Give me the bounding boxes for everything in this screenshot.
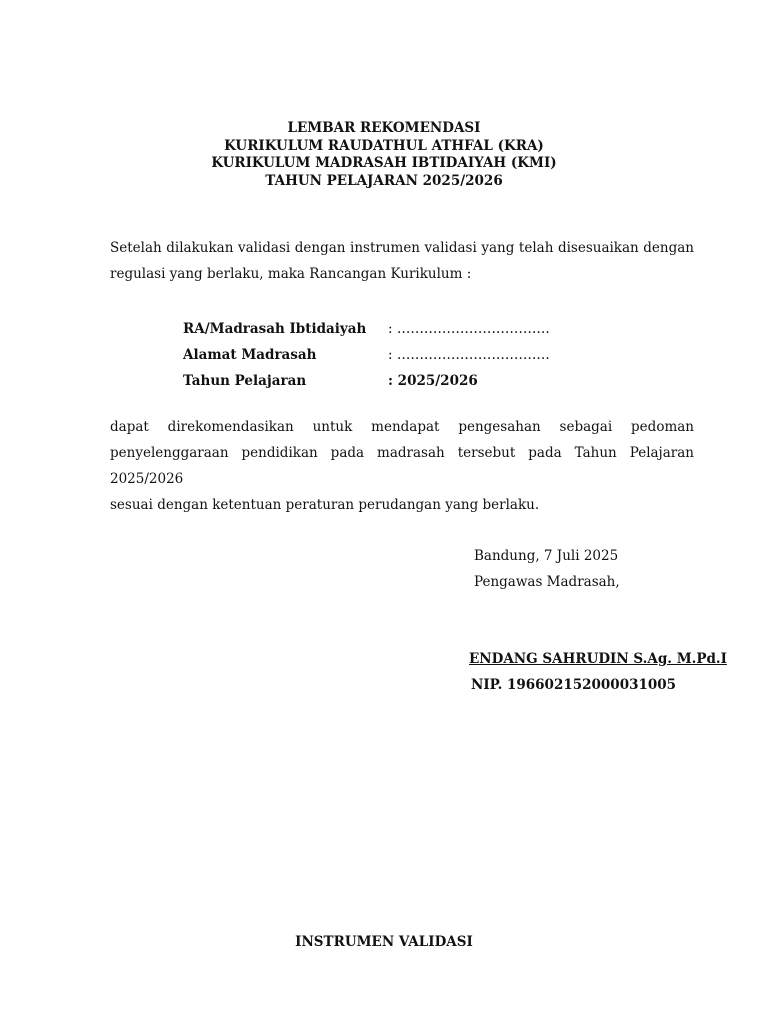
field-value-madrasah: : ……………………………. bbox=[388, 321, 550, 337]
intro-paragraph bbox=[110, 235, 694, 287]
field-row-madrasah bbox=[183, 316, 550, 342]
field-label-tahun: Tahun Pelajaran bbox=[183, 373, 307, 389]
field-row-tahun bbox=[183, 368, 550, 394]
signer-name: ENDANG SAHRUDIN S.Ag. M.Pd.I bbox=[469, 651, 727, 667]
field-label-madrasah: RA/Madrasah Ibtidaiyah bbox=[183, 321, 367, 337]
curriculum-fields bbox=[183, 316, 550, 394]
intro-line-1: Setelah dilakukan validasi dengan instrumen validasi yang telah disesuaikan dengan bbox=[110, 240, 694, 256]
field-row-alamat bbox=[183, 342, 550, 368]
signature-block bbox=[474, 543, 620, 595]
signer-role: Pengawas Madrasah, bbox=[474, 574, 620, 590]
recommendation-line-3: sesuai dengan ketentuan peraturan perudangan yang berlaku. bbox=[110, 497, 540, 513]
signer-nip: NIP. 196602152000031005 bbox=[471, 677, 677, 693]
place-date: Bandung, 7 Juli 2025 bbox=[474, 548, 619, 564]
title-line-2: KURIKULUM RAUDATHUL ATHFAL (KRA) bbox=[224, 137, 544, 154]
recommendation-line-1: dapat direkomendasikan untuk mendapat pengesahan sebagai pedoman bbox=[110, 419, 694, 435]
title-line-1: LEMBAR REKOMENDASI bbox=[287, 120, 481, 136]
recommendation-paragraph bbox=[110, 414, 694, 518]
title-line-3: KURIKULUM MADRASAH IBTIDAIYAH (KMI) bbox=[211, 155, 557, 171]
field-label-alamat: Alamat Madrasah bbox=[183, 347, 317, 363]
next-section-title: INSTRUMEN VALIDASI bbox=[295, 934, 473, 950]
field-value-tahun: : 2025/2026 bbox=[388, 373, 478, 389]
intro-line-2: regulasi yang berlaku, maka Rancangan Kurikulum : bbox=[110, 266, 472, 282]
signer-identity bbox=[469, 646, 727, 698]
title-line-4: TAHUN PELAJARAN 2025/2026 bbox=[265, 172, 503, 189]
field-value-alamat: : ……………………………. bbox=[388, 347, 550, 363]
document-title bbox=[0, 120, 768, 190]
recommendation-line-2: penyelenggaraan pendidikan pada madrasah tersebut pada Tahun Pelajaran 2025/2026 bbox=[110, 445, 694, 487]
